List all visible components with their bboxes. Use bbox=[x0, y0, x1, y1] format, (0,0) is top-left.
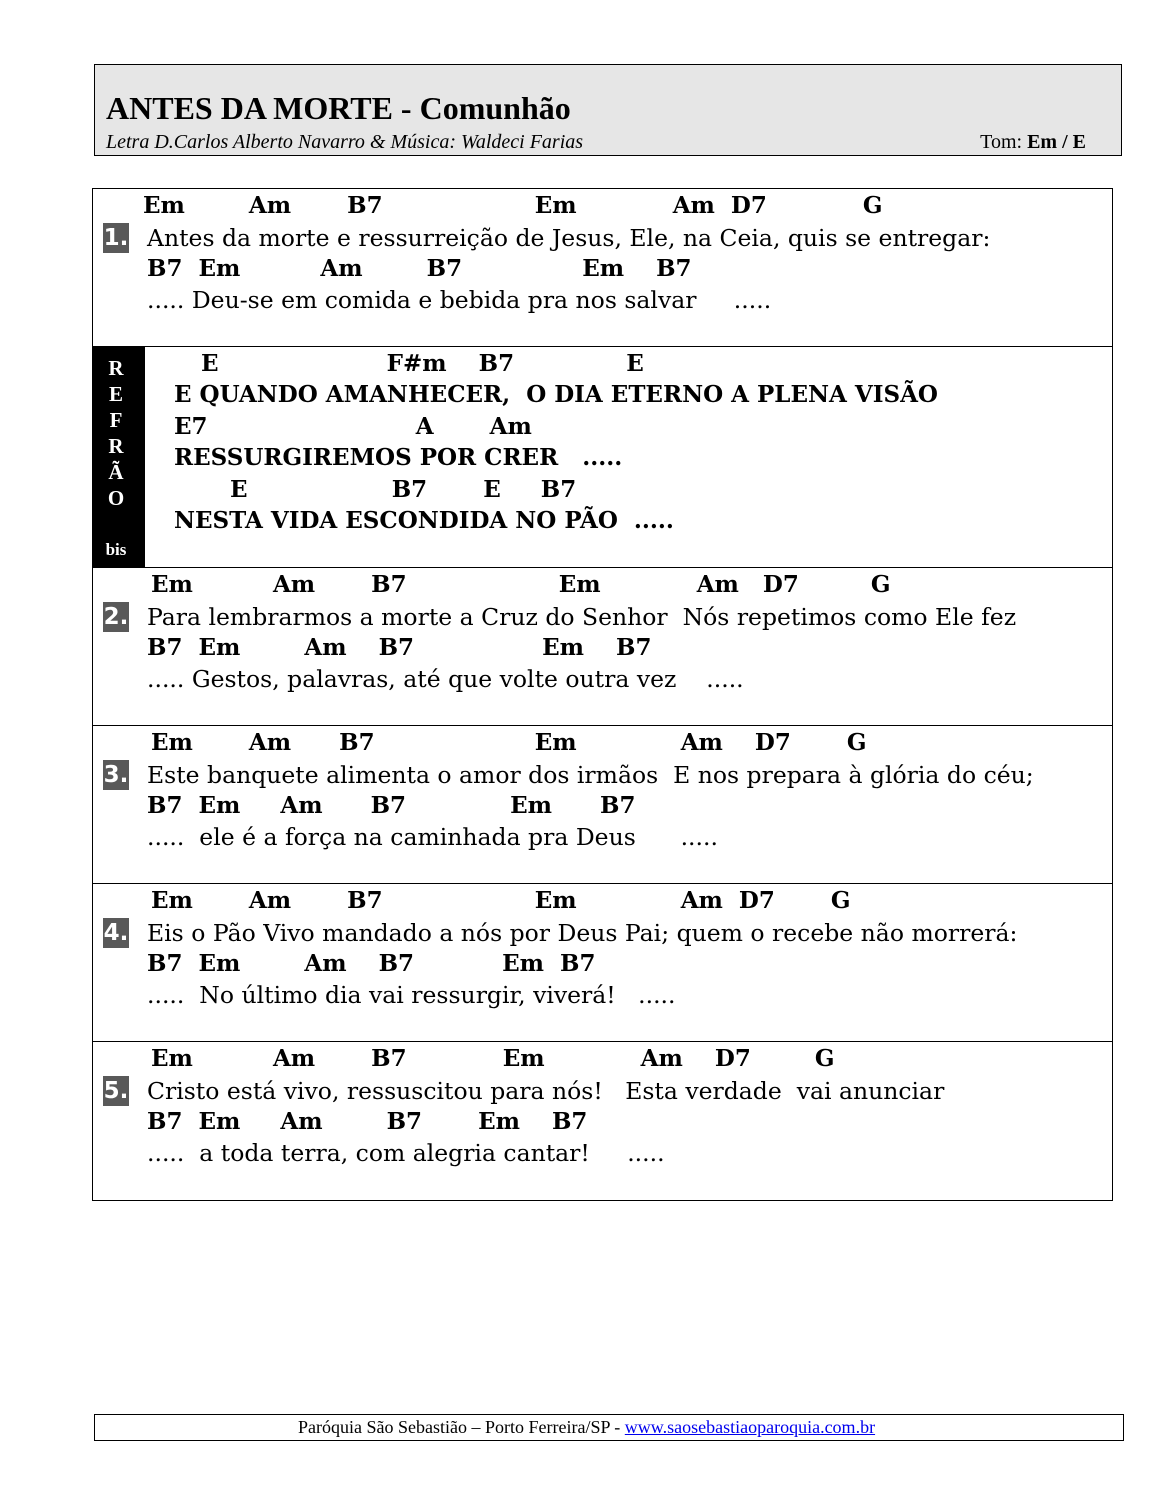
verse-3 bbox=[92, 725, 1113, 884]
song-key-value: Em / E bbox=[1027, 131, 1086, 153]
verse-5-number: 5. bbox=[103, 1078, 129, 1104]
refrain-bis: bis bbox=[105, 540, 127, 559]
verse-1-lyric-2: ..... Deu-se em comida e bebida pra nos salvar ..... bbox=[147, 286, 772, 314]
verse-3-lyric-2: ..... ele é a força na caminhada pra Deus ..... bbox=[147, 823, 718, 851]
song-credits: Letra D.Carlos Alberto Navarro & Música: Waldeci Farias bbox=[106, 131, 584, 153]
refrain-line-3: NESTA VIDA ESCONDIDA NO PÃO ..... bbox=[174, 507, 674, 534]
verse-3-number: 3. bbox=[103, 762, 129, 788]
refrain-letter: O bbox=[107, 486, 125, 510]
footer-parish: Paróquia São Sebastião – Porto Ferreira/SP - bbox=[298, 1417, 625, 1437]
refrain-line-1: E QUANDO AMANHECER, O DIA ETERNO A PLENA VISÃO bbox=[174, 381, 938, 408]
verse-2-number: 2. bbox=[103, 604, 129, 630]
refrain-side-label bbox=[93, 347, 145, 567]
song-header bbox=[94, 64, 1122, 156]
verse-2-chords-1: Em Am B7 Em Am D7 G bbox=[151, 571, 891, 598]
refrain-letter: Ã bbox=[108, 460, 124, 484]
verse-1-number: 1. bbox=[103, 225, 129, 251]
verse-5-lyric-1: Cristo está vivo, ressuscitou para nós! Esta verdade vai anunciar bbox=[147, 1077, 945, 1105]
verse-2-lyric-2: ..... Gestos, palavras, até que volte outra vez ..... bbox=[147, 665, 744, 693]
verse-4-chords-1: Em Am B7 Em Am D7 G bbox=[151, 887, 851, 914]
verse-4-chords-2: B7 Em Am B7 Em B7 bbox=[147, 950, 596, 977]
verse-5-chords-2: B7 Em Am B7 Em B7 bbox=[147, 1108, 588, 1135]
refrain-chords-1: E F#m B7 E bbox=[201, 350, 644, 377]
verse-5-lyric-2: ..... a toda terra, com alegria cantar! ..... bbox=[147, 1139, 665, 1167]
verse-3-chords-1: Em Am B7 Em Am D7 G bbox=[151, 729, 867, 756]
refrain-letter: R bbox=[108, 356, 124, 380]
verse-2 bbox=[92, 567, 1113, 726]
refrain-letter: E bbox=[108, 382, 123, 406]
song-key-label: Tom: bbox=[980, 131, 1028, 153]
verse-4-lyric-2: ..... No último dia vai ressurgir, viverá! ..... bbox=[147, 981, 676, 1009]
verse-1 bbox=[92, 188, 1113, 347]
footer-line bbox=[298, 1415, 875, 1440]
verse-2-chords-2: B7 Em Am B7 Em B7 bbox=[147, 634, 652, 661]
verse-5 bbox=[92, 1041, 1113, 1201]
verse-3-lyric-1: Este banquete alimenta o amor dos irmãos E nos prepara à glória do céu; bbox=[147, 761, 1034, 789]
verse-1-lyric-1: Antes da morte e ressurreição de Jesus, Ele, na Ceia, quis se entregar: bbox=[147, 224, 991, 252]
verse-2-lyric-1: Para lembrarmos a morte a Cruz do Senhor Nós repetimos como Ele fez bbox=[147, 603, 1017, 631]
refrain-letter: R bbox=[108, 434, 124, 458]
verse-5-chords-1: Em Am B7 Em Am D7 G bbox=[151, 1045, 835, 1072]
refrain-chords-2: E7 A Am bbox=[174, 413, 532, 440]
song-key bbox=[980, 130, 1086, 154]
verse-1-chords-1: Em Am B7 Em Am D7 G bbox=[143, 192, 883, 219]
verse-4-lyric-1: Eis o Pão Vivo mandado a nós por Deus Pai; quem o recebe não morrerá: bbox=[147, 919, 1018, 947]
footer-website-link[interactable]: www.saosebastiaoparoquia.com.br bbox=[624, 1417, 876, 1437]
refrain-line-2: RESSURGIREMOS POR CRER ..... bbox=[174, 444, 623, 471]
verse-1-chords-2: B7 Em Am B7 Em B7 bbox=[147, 255, 692, 282]
verse-3-chords-2: B7 Em Am B7 Em B7 bbox=[147, 792, 636, 819]
refrain-letter: F bbox=[109, 408, 123, 432]
page-footer bbox=[94, 1414, 1124, 1441]
refrain bbox=[92, 346, 1113, 568]
song-title: ANTES DA MORTE - Comunhão bbox=[106, 90, 571, 126]
verse-4 bbox=[92, 883, 1113, 1042]
refrain-chords-3: E B7 E B7 bbox=[174, 476, 577, 503]
verse-4-number: 4. bbox=[103, 920, 129, 946]
